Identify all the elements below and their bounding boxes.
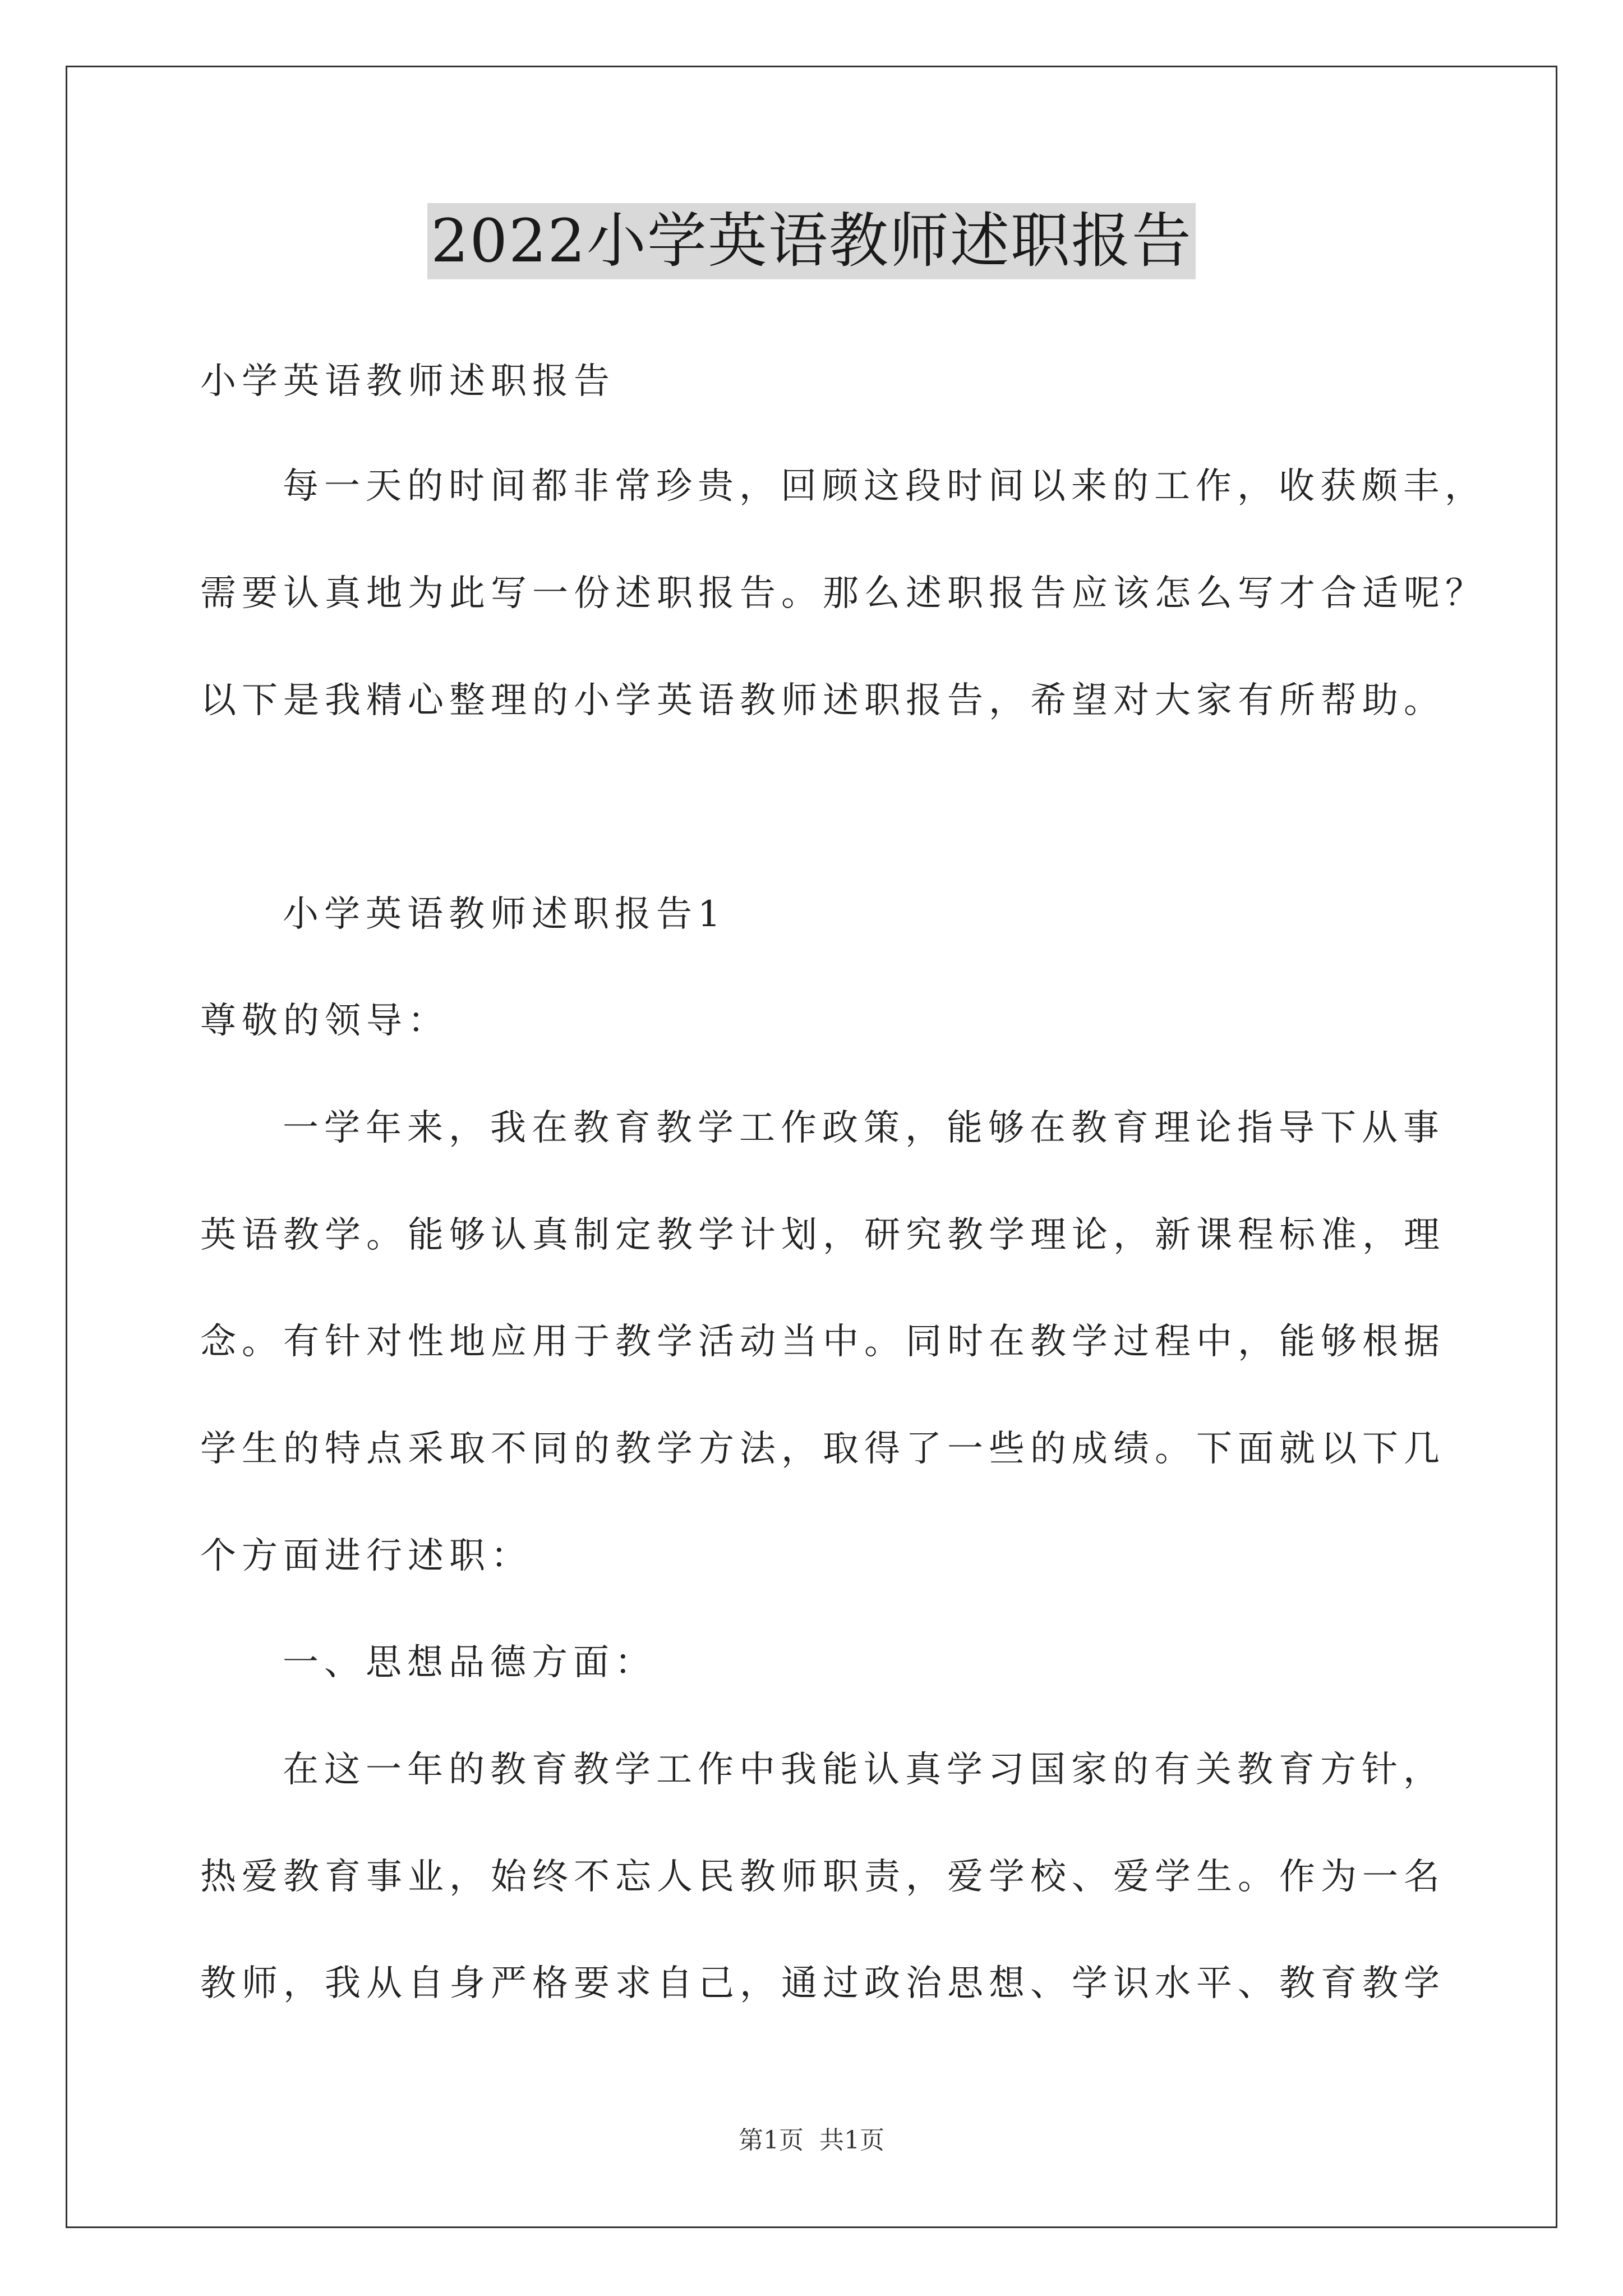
paragraph-line: 热爱教育事业，始终不忘人民教师职责，爱学校、爱学生。作为一名 <box>200 1856 1445 1898</box>
subheading: 一、思想品德方面： <box>283 1642 656 1683</box>
paragraph-line: 教师，我从自身严格要求自己，通过政治思想、学识水平、教育教学 <box>200 1963 1445 2004</box>
title-container <box>0 203 1623 279</box>
paragraph-line: 一学年来，我在教育教学工作政策，能够在教育理论指导下从事 <box>283 1107 1445 1149</box>
paragraph-line: 英语教学。能够认真制定教学计划，研究教学理论，新课程标准，理 <box>200 1214 1445 1256</box>
page-current: 第1页 <box>739 2126 804 2155</box>
page-footer <box>0 2125 1623 2156</box>
paragraph-line: 在这一年的教育教学工作中我能认真学习国家的有关教育方针， <box>283 1749 1445 1791</box>
paragraph-line: 念。有针对性地应用于教学活动当中。同时在教学过程中，能够根据 <box>200 1321 1445 1363</box>
intro-line: 每一天的时间都非常珍贵，回顾这段时间以来的工作，收获颇丰， <box>283 466 1486 507</box>
document-title: 2022小学英语教师述职报告 <box>427 203 1196 279</box>
salutation: 尊敬的领导： <box>200 1000 449 1042</box>
paragraph-line: 学生的特点采取不同的教学方法，取得了一些的成绩。下面就以下几 <box>200 1428 1445 1470</box>
section-heading: 小学英语教师述职报告1 <box>283 894 726 935</box>
paragraph-line: 个方面进行述职： <box>200 1535 532 1577</box>
intro-line: 以下是我精心整理的小学英语教师述职报告，希望对大家有所帮助。 <box>200 680 1445 721</box>
document-subtitle: 小学英语教师述职报告 <box>200 361 615 402</box>
intro-line: 需要认真地为此写一份述职报告。那么述职报告应该怎么写才合适呢？ <box>200 573 1487 614</box>
page-total: 共1页 <box>819 2126 884 2155</box>
